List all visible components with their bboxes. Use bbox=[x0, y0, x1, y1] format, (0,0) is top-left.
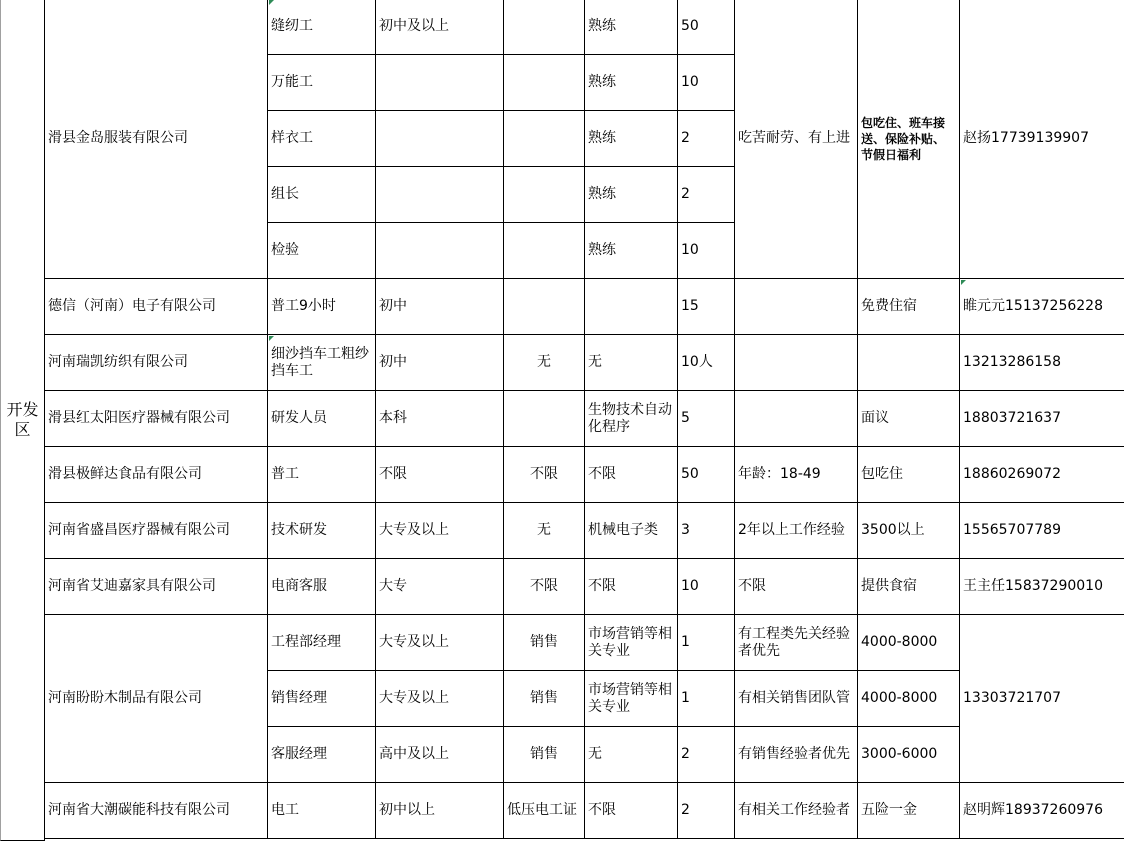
benefits-cell[interactable] bbox=[858, 335, 960, 391]
job-title-cell[interactable]: 检验 bbox=[268, 223, 376, 279]
requirement-cell[interactable] bbox=[735, 279, 858, 335]
contact-cell[interactable]: 王主任15837290010 bbox=[960, 559, 1124, 615]
education-cell[interactable] bbox=[376, 223, 504, 279]
headcount-cell[interactable]: 2 bbox=[678, 783, 735, 839]
salary-cell[interactable]: 3000-6000 bbox=[858, 727, 960, 783]
headcount-cell[interactable]: 2 bbox=[678, 111, 735, 167]
requirement-cell[interactable]: 有相关工作经验者 bbox=[735, 783, 858, 839]
job-title-cell[interactable]: 工程部经理 bbox=[268, 615, 376, 671]
comment-marker bbox=[269, 0, 274, 5]
benefits-cell[interactable]: 3500以上 bbox=[858, 503, 960, 559]
contact-cell[interactable]: 13213286158 bbox=[960, 335, 1124, 391]
certificate-cell[interactable] bbox=[504, 279, 585, 335]
district-label: 开发区 bbox=[6, 399, 39, 439]
job-title-cell[interactable]: 客服经理 bbox=[268, 727, 376, 783]
certificate-cell[interactable] bbox=[504, 55, 585, 111]
headcount-cell[interactable]: 10人 bbox=[678, 335, 735, 391]
headcount-cell[interactable]: 50 bbox=[678, 0, 735, 55]
education-cell[interactable] bbox=[376, 55, 504, 111]
headcount-cell[interactable]: 5 bbox=[678, 391, 735, 447]
comment-marker bbox=[269, 336, 274, 341]
certificate-cell[interactable] bbox=[504, 223, 585, 279]
certificate-cell[interactable]: 无 bbox=[504, 503, 585, 559]
education-cell[interactable]: 本科 bbox=[376, 391, 504, 447]
education-cell[interactable]: 初中以上 bbox=[376, 783, 504, 839]
certificate-cell[interactable] bbox=[504, 167, 585, 223]
job-title-cell[interactable]: 普工9小时 bbox=[268, 279, 376, 335]
job-title-cell[interactable]: 细沙挡车工粗纱挡车工 bbox=[268, 335, 376, 391]
headcount-cell[interactable]: 10 bbox=[678, 223, 735, 279]
headcount-cell[interactable]: 2 bbox=[678, 167, 735, 223]
education-cell[interactable]: 初中 bbox=[376, 335, 504, 391]
education-cell[interactable] bbox=[376, 167, 504, 223]
company-name-cell[interactable]: 滑县金岛服装有限公司 bbox=[45, 0, 268, 279]
job-title-cell[interactable]: 电工 bbox=[268, 783, 376, 839]
education-cell[interactable]: 大专及以上 bbox=[376, 671, 504, 727]
education-cell[interactable]: 初中及以上 bbox=[376, 0, 504, 55]
major-cell[interactable]: 机械电子类 bbox=[585, 503, 678, 559]
major-cell[interactable]: 无 bbox=[585, 727, 678, 783]
benefits-cell[interactable]: 五险一金 bbox=[858, 783, 960, 839]
job-title-cell[interactable]: 样衣工 bbox=[268, 111, 376, 167]
contact-cell[interactable]: 15565707789 bbox=[960, 503, 1124, 559]
contact-cell[interactable]: 13303721707 bbox=[960, 615, 1124, 783]
headcount-cell[interactable]: 15 bbox=[678, 279, 735, 335]
job-title-cell[interactable]: 技术研发 bbox=[268, 503, 376, 559]
district-cell[interactable] bbox=[0, 0, 45, 841]
company-name-cell[interactable]: 滑县红太阳医疗器械有限公司 bbox=[45, 391, 268, 447]
education-cell[interactable]: 大专及以上 bbox=[376, 503, 504, 559]
headcount-cell[interactable]: 1 bbox=[678, 615, 735, 671]
job-title-cell[interactable]: 缝纫工 bbox=[268, 0, 376, 55]
education-cell[interactable] bbox=[376, 111, 504, 167]
headcount-cell[interactable]: 3 bbox=[678, 503, 735, 559]
benefits-cell[interactable]: 包吃住 bbox=[858, 447, 960, 503]
contact-cell[interactable]: 赵明辉18937260976 bbox=[960, 783, 1124, 839]
contact-cell[interactable]: 18803721637 bbox=[960, 391, 1124, 447]
major-cell[interactable]: 不限 bbox=[585, 783, 678, 839]
certificate-cell[interactable]: 销售 bbox=[504, 727, 585, 783]
certificate-cell[interactable]: 无 bbox=[504, 335, 585, 391]
headcount-cell[interactable]: 10 bbox=[678, 55, 735, 111]
benefits-cell[interactable]: 面议 bbox=[858, 391, 960, 447]
requirement-cell[interactable] bbox=[735, 391, 858, 447]
major-cell[interactable]: 熟练 bbox=[585, 0, 678, 55]
major-cell[interactable]: 熟练 bbox=[585, 111, 678, 167]
contact-cell[interactable]: 18860269072 bbox=[960, 447, 1124, 503]
major-cell[interactable]: 市场营销等相关专业 bbox=[585, 615, 678, 671]
job-title-cell[interactable]: 研发人员 bbox=[268, 391, 376, 447]
requirement-cell[interactable]: 2年以上工作经验 bbox=[735, 503, 858, 559]
job-title-cell[interactable]: 销售经理 bbox=[268, 671, 376, 727]
salary-cell[interactable]: 4000-8000 bbox=[858, 671, 960, 727]
headcount-cell[interactable]: 50 bbox=[678, 447, 735, 503]
benefits-cell[interactable]: 提供食宿 bbox=[858, 559, 960, 615]
headcount-cell[interactable]: 2 bbox=[678, 727, 735, 783]
certificate-cell[interactable]: 不限 bbox=[504, 447, 585, 503]
contact-cell[interactable]: 赵扬17739139907 bbox=[960, 0, 1124, 279]
company-name-cell[interactable]: 河南省盛昌医疗器械有限公司 bbox=[45, 503, 268, 559]
major-cell[interactable]: 熟练 bbox=[585, 55, 678, 111]
education-cell[interactable]: 大专及以上 bbox=[376, 615, 504, 671]
education-cell[interactable]: 初中 bbox=[376, 279, 504, 335]
benefits-cell[interactable]: 免费住宿 bbox=[858, 279, 960, 335]
major-cell[interactable]: 不限 bbox=[585, 559, 678, 615]
salary-cell[interactable]: 4000-8000 bbox=[858, 615, 960, 671]
certificate-cell[interactable]: 销售 bbox=[504, 615, 585, 671]
major-cell[interactable]: 熟练 bbox=[585, 223, 678, 279]
headcount-cell[interactable]: 10 bbox=[678, 559, 735, 615]
job-title-cell[interactable]: 万能工 bbox=[268, 55, 376, 111]
certificate-cell[interactable] bbox=[504, 0, 585, 55]
requirement-cell[interactable]: 有工程类先关经验者优先 bbox=[735, 615, 858, 671]
contact-cell[interactable]: 睢元元15137256228 bbox=[960, 279, 1124, 335]
major-cell[interactable]: 不限 bbox=[585, 447, 678, 503]
major-cell[interactable]: 市场营销等相关专业 bbox=[585, 671, 678, 727]
job-title-cell[interactable]: 普工 bbox=[268, 447, 376, 503]
company-name-cell[interactable]: 河南盼盼木制品有限公司 bbox=[45, 615, 268, 783]
certificate-cell[interactable] bbox=[504, 111, 585, 167]
company-name-cell[interactable]: 河南省大潮碳能科技有限公司 bbox=[45, 783, 268, 839]
job-title-cell[interactable]: 组长 bbox=[268, 167, 376, 223]
benefits-cell[interactable]: 包吃住、班车接送、保险补贴、节假日福利 bbox=[858, 0, 960, 279]
certificate-cell[interactable]: 低压电工证 bbox=[504, 783, 585, 839]
requirement-cell[interactable]: 吃苦耐劳、有上进 bbox=[735, 0, 858, 279]
company-name-cell[interactable]: 德信（河南）电子有限公司 bbox=[45, 279, 268, 335]
requirement-cell[interactable]: 有相关销售团队管 bbox=[735, 671, 858, 727]
certificate-cell[interactable]: 销售 bbox=[504, 671, 585, 727]
major-cell[interactable] bbox=[585, 279, 678, 335]
job-title-cell[interactable]: 电商客服 bbox=[268, 559, 376, 615]
requirement-cell[interactable] bbox=[735, 335, 858, 391]
company-name-cell[interactable]: 河南省艾迪嘉家具有限公司 bbox=[45, 559, 268, 615]
company-name-cell[interactable]: 滑县极鲜达食品有限公司 bbox=[45, 447, 268, 503]
requirement-cell[interactable]: 年龄：18-49 bbox=[735, 447, 858, 503]
headcount-cell[interactable]: 1 bbox=[678, 671, 735, 727]
major-cell[interactable]: 生物技术自动化程序 bbox=[585, 391, 678, 447]
certificate-cell[interactable]: 不限 bbox=[504, 559, 585, 615]
company-name-cell[interactable]: 河南瑞凯纺织有限公司 bbox=[45, 335, 268, 391]
certificate-cell[interactable] bbox=[504, 391, 585, 447]
comment-marker bbox=[961, 280, 966, 285]
education-cell[interactable]: 不限 bbox=[376, 447, 504, 503]
requirement-cell[interactable]: 有销售经验者优先 bbox=[735, 727, 858, 783]
major-cell[interactable]: 熟练 bbox=[585, 167, 678, 223]
major-cell[interactable]: 无 bbox=[585, 335, 678, 391]
education-cell[interactable]: 大专 bbox=[376, 559, 504, 615]
requirement-cell[interactable]: 不限 bbox=[735, 559, 858, 615]
education-cell[interactable]: 高中及以上 bbox=[376, 727, 504, 783]
